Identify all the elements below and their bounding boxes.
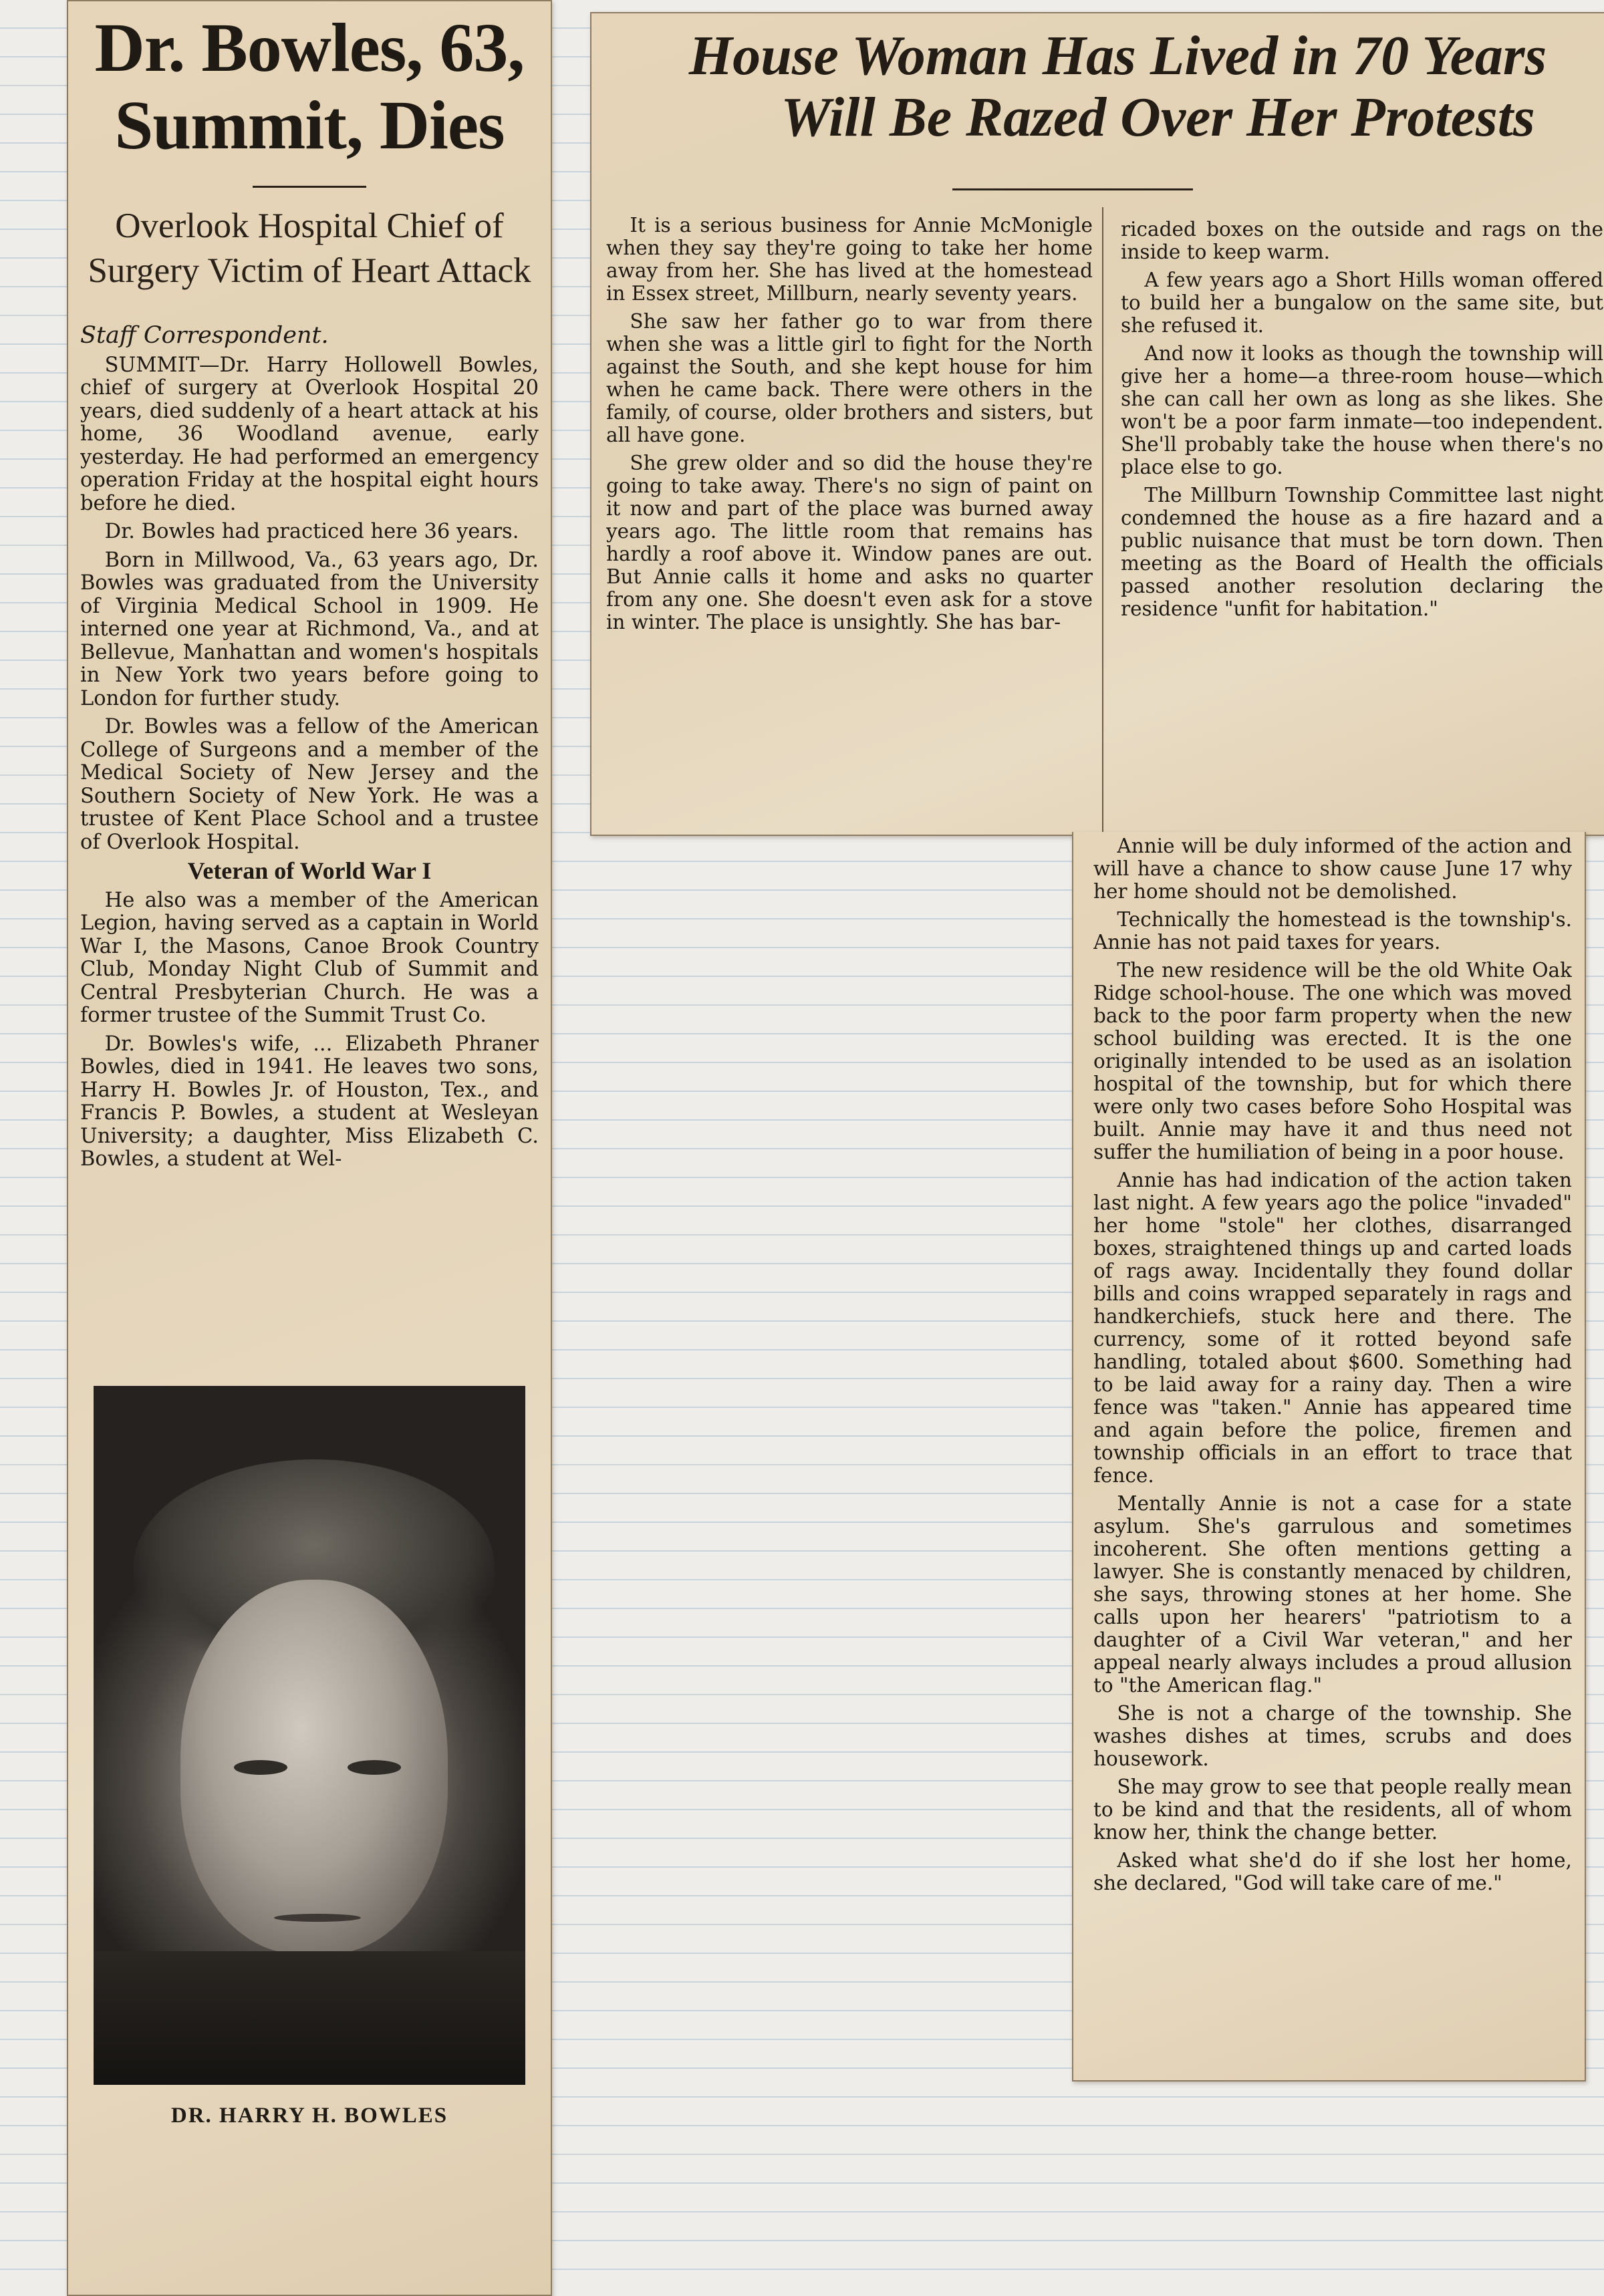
photo-collar: [94, 1951, 525, 2085]
headline-rule: [253, 186, 366, 188]
headline-line-2: Will Be Razed Over Her Protests: [781, 86, 1535, 149]
annie-column-1: [606, 214, 1093, 829]
headline-line-1: Dr. Bowles, 63,: [94, 9, 525, 86]
obituary-headline: [80, 9, 539, 164]
obituary-subheadline: Overlook Hospital Chief of Surgery Victim of Heart Attack: [88, 206, 531, 291]
headline-line-1: House Woman Has Lived in 70 Years: [688, 25, 1547, 87]
annie-column-2: [1121, 218, 1603, 833]
obituary-paragraph: Dr. Bowles had practiced here 36 years.: [104, 520, 519, 544]
annie-paragraph: Mentally Annie is not a case for a state asylum. She's garrulous and sometimes incoherent. She often mentions getting a lawyer. She is constantly menaced by children, she says, throwing stones at her home. She calls upon her hearers' "patriotism to a daughter of a Civil War veteran," and her appeal nearly always includes a proud allusion to "the American flag.": [1093, 1492, 1572, 1697]
annie-column-3: [1093, 835, 1572, 2071]
photo-eye: [234, 1760, 287, 1775]
annie-clipping-top: [590, 12, 1604, 836]
annie-clipping-bottom: [1072, 832, 1586, 2082]
obituary-body: [80, 354, 539, 1343]
portrait-photo: [94, 1386, 525, 2085]
annie-paragraph: The new residence will be the old White Oak Ridge school-house. The one which was moved back to the poor farm property when the new school building was erected. It is the one originally intended to be used as an isolation hospital of the township, but for which there were only two cases before Soho Hospital was built. Annie may have it and thus need not suffer the humiliation of being in a poor house.: [1093, 959, 1572, 1163]
obituary-subhead: Veteran of World War I: [187, 857, 432, 885]
annie-paragraph: A few years ago a Short Hills woman offered to build her a bungalow on the same site, but she refused it.: [1121, 269, 1603, 337]
obituary-paragraph: SUMMIT—Dr. Harry Hollowell Bowles, chief of surgery at Overlook Hospital 20 years, died suddenly of a heart attack at his home, 36 Woodland avenue, early yesterday. He had performed an emergency operation Friday at the hospital eight hours before he died.: [80, 353, 539, 515]
obituary-paragraph: Dr. Bowles was a fellow of the American College of Surgeons and a member of the Medical Society of New Jersey and the Southern Society of New York. He was a trustee of Kent Place School and a trustee of Overlook Hospital.: [80, 715, 539, 854]
annie-paragraph: Technically the homestead is the township's. Annie has not paid taxes for years.: [1093, 908, 1572, 954]
annie-headline: [591, 25, 1604, 149]
annie-paragraph: She is not a charge of the township. She washes dishes at times, scrubs and does housework.: [1093, 1702, 1572, 1770]
obituary-paragraph: He also was a member of the American Legion, having served as a captain in World War I, the Masons, Canoe Brook Country Club, Monday Night Club of Summit and Central Presbyterian Church. He was a former trustee of the Summit Trust Co.: [80, 888, 539, 1028]
obituary-paragraph: Dr. Bowles's wife, ... Elizabeth Phraner Bowles, died in 1941. He leaves two sons, Harry H. Bowles Jr. of Houston, Tex., and Francis P. Bowles, a student at Wesleyan University; a daughter, Miss Elizabeth C. Bowles, a student at Wel-: [80, 1032, 539, 1171]
annie-paragraph: It is a serious business for Annie McMonigle when they say they're going to take her home away from her. She has lived at the homestead in Essex street, Millburn, nearly seventy years.: [606, 214, 1093, 305]
column-divider: [1102, 207, 1103, 835]
headline-line-2: Summit, Dies: [114, 87, 505, 164]
annie-paragraph: She may grow to see that people really mean to be kind and that the residents, all of whom know her, think the change better.: [1093, 1775, 1572, 1844]
photo-caption: DR. HARRY H. BOWLES: [170, 2103, 448, 2128]
photo-mouth: [274, 1914, 361, 1922]
obituary-clipping: [67, 0, 552, 2296]
annie-paragraph: The Millburn Township Committee last night condemned the house as a fire hazard and a public nuisance that must be torn down. Then meeting as the Board of Health the officials passed another resolution declaring the residence "unfit for habitation.": [1121, 484, 1603, 620]
annie-paragraph: And now it looks as though the township will give her a home—a three-room house—which she can call her own as long as she likes. She won't be a poor farm inmate—too independent. She'll probably take the house when there's no place else to go.: [1121, 342, 1603, 478]
annie-paragraph: Asked what she'd do if she lost her home, she declared, "God will take care of me.": [1093, 1849, 1572, 1894]
annie-paragraph: ricaded boxes on the outside and rags on the inside to keep warm.: [1121, 218, 1603, 263]
annie-paragraph: She saw her father go to war from there when she was a little girl to fight for the North against the South, and she kept house for him when he came back. There were others in the family, of course, older brothers and sisters, but all have gone.: [606, 310, 1093, 446]
photo-eye: [348, 1760, 401, 1775]
headline-rule: [952, 188, 1193, 190]
annie-paragraph: Annie has had indication of the action taken last night. A few years ago the police "invaded" her home "stole" her clothes, disarranged boxes, straightened things up and carted loads of rags away. Incidentally they found dollar bills and coins wrapped separately in rags and handkerchiefs, stuck here and there. The currency, some of it rotted beyond safe handling, totaled about $600. Something had to be laid away for a rainy day. Then a wire fence was "taken." Annie has appeared time and again before the police, firemen and township officials in an effort to trace that fence.: [1093, 1169, 1572, 1487]
obituary-paragraph: Born in Millwood, Va., 63 years ago, Dr. Bowles was graduated from the University of Virginia Medical School in 1909. He interned one year at Richmond, Va., and at Bellevue, Manhattan and women's hospitals in New York two years before going to London for further study.: [80, 548, 539, 710]
annie-paragraph: She grew older and so did the house they're going to take away. There's no sign of paint on it now and part of the place was burned away years ago. The little room that remains has hardly a roof above it. Window panes are out. But Annie calls it home and asks no quarter from any one. She doesn't even ask for a stove in winter. The place is unsightly. She has bar-: [606, 452, 1093, 633]
byline: Staff Correspondent.: [80, 321, 329, 349]
annie-paragraph: Annie will be duly informed of the action and will have a chance to show cause June 17 why her home should not be demolished.: [1093, 835, 1572, 903]
photo-face: [180, 1580, 448, 1954]
